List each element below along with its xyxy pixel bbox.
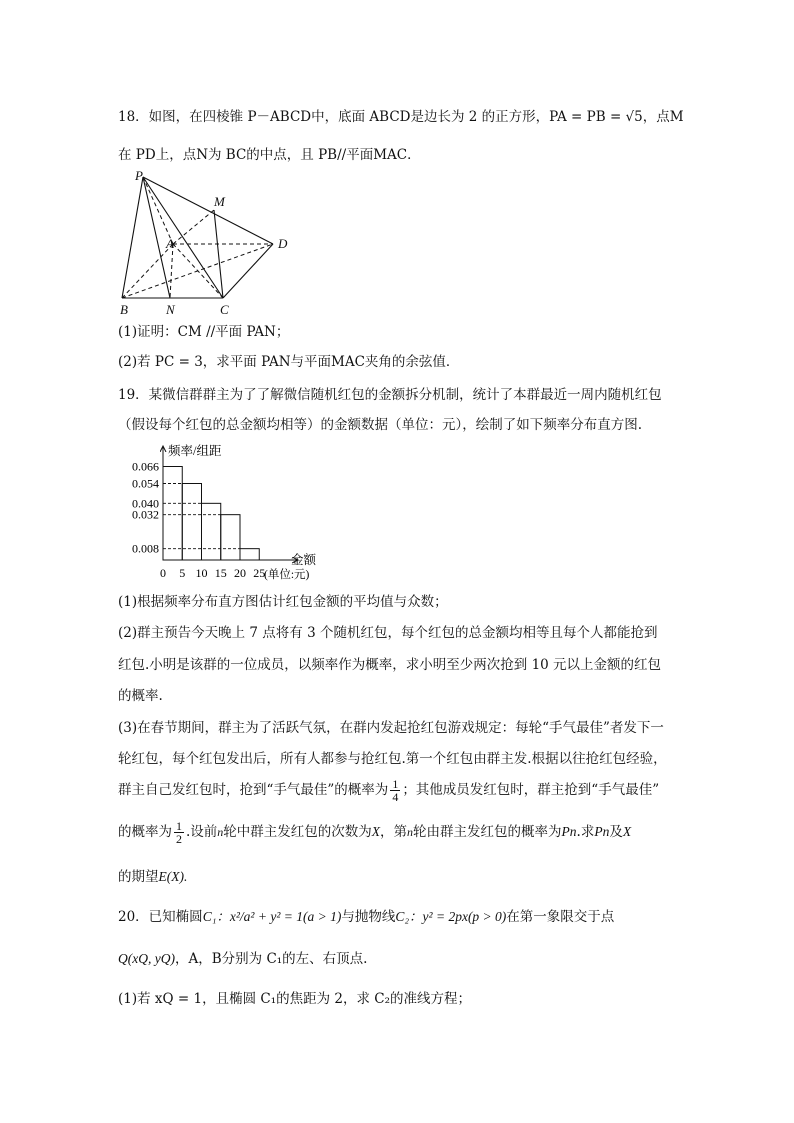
q19-part2-line2: 红包.小明是该群的一位成员，以频率作为概率，求小明至少两次抢到 10 元以上金额的红包 [118,657,662,673]
parabola-equation: y² = 2px(p > 0) [422,909,507,924]
edge-PC [143,177,223,298]
q19-part2-line3: 的概率. [118,688,163,704]
histogram-bar [202,503,221,560]
q18-stem-line2: 在 PD上，点N为 BC的中点，且 PB//平面MAC． [118,147,421,163]
edge-BD [122,244,273,298]
x-tick-label: 20 [234,566,246,580]
x-axis-unit: (单位:元) [264,569,310,581]
q19-part2-line1: (2)群主预告今天晚上 7 点将有 3 个随机红包，每个红包的总金额均相等且每个人都能抢到 [118,625,658,641]
y-axis-label: 频率/组距 [168,444,222,458]
q18-part2: (2)若 PC = 3，求平面 PAN与平面MAC夹角的余弦值． [118,354,460,370]
q19-part3-line3-text-a: 群主自己发红包时，抢到“手气最佳”的概率为 [118,782,389,798]
q19-part1: (1)根据频率分布直方图估计红包金额的平均值与众数； [118,594,448,610]
q19-stem-line2: （假设每个红包的总金额均相等）的金额数据（单位：元），绘制了如下频率分布直方图. [118,417,643,433]
x-tick-label: 0 [160,566,166,580]
q19-part3-line4: 的概率为 $\frac{1}{2}$ .设前n轮中群主发红包的次数为X，第n轮由群主发红包的概率为Pn.求Pn及X [118,819,632,846]
y-tick-label: 0.008 [132,541,159,556]
label-N: N [166,302,175,317]
q18-part1: (1)证明：CM //平面 PAN； [118,324,290,340]
x-axis-label: 金额 [291,553,317,567]
label-B: B [120,302,128,317]
label-P: P [135,168,143,183]
histogram-bar [163,467,182,561]
q20-stem-line2: Q(xQ, yQ)，A，B分别为 C₁的左、右顶点. [118,951,368,967]
x-tick-label: 5 [179,566,186,580]
q18-stem-line1: 18．如图，在四棱锥 P－ABCD中，底面 ABCD是边长为 2 的正方形，PA = PB = √5，点M [118,109,684,125]
edge-PB [122,177,143,298]
q19-part3-line3-text-b: ；其他成员发红包时，群主抢到“手气最佳” [402,782,660,798]
fraction-one-quarter: $\frac{1}{4}$ [392,777,399,804]
histogram-bar [221,515,240,560]
label-A: A [166,236,174,251]
q19-stem-line1: 19．某微信群群主为了了解微信随机红包的金额拆分机制，统计了本群最近一周内随机红包 [118,387,662,403]
y-tick-label: 0.032 [132,507,159,522]
q20-part1: (1)若 xQ = 1，且椭圆 C₁的焦距为 2，求 C₂的准线方程； [118,991,472,1007]
fraction-one-half: $\frac{1}{2}$ [176,819,182,846]
q19-part3-line5: 的期望E(X). [118,869,188,885]
edge-PD [143,177,273,244]
edge-AM [173,210,214,244]
edge-PA [143,177,173,244]
y-tick-label: 0.040 [132,496,159,511]
y-tick-label: 0.066 [132,459,159,474]
q19-part3-line3 [118,776,659,804]
label-D: D [278,236,288,251]
label-M: M [214,194,225,209]
q19-part3-line2: 轮红包，每个红包发出后，所有人都参与抢红包.第一个红包由群主发.根据以往抢红包经验， [118,751,667,767]
edge-AN [170,244,173,298]
x-tick-label: 25 [253,566,266,580]
ellipse-equation: x²/a² + y² = 1(a > 1) [229,909,342,924]
q19-part3-line1: (3)在春节期间，群主为了活跃气氛，在群内发起抢红包游戏规定：每轮“手气最佳”者发下一 [118,720,664,736]
pyramid-figure [110,168,300,318]
x-tick-label: 15 [214,566,227,580]
label-C: C [220,302,229,317]
edge-MC [214,210,223,298]
x-tick-label: 10 [195,566,208,580]
edge-CD [223,244,273,298]
frequency-histogram [120,440,370,586]
q20-stem-line1: 20．已知椭圆C₁：x²/a² + y² = 1(a > 1)与抛物线C₂：y² = 2px(p > 0)在第一象限交于点 [118,909,615,925]
histogram-bar [240,549,259,560]
y-tick-label: 0.054 [132,476,159,491]
